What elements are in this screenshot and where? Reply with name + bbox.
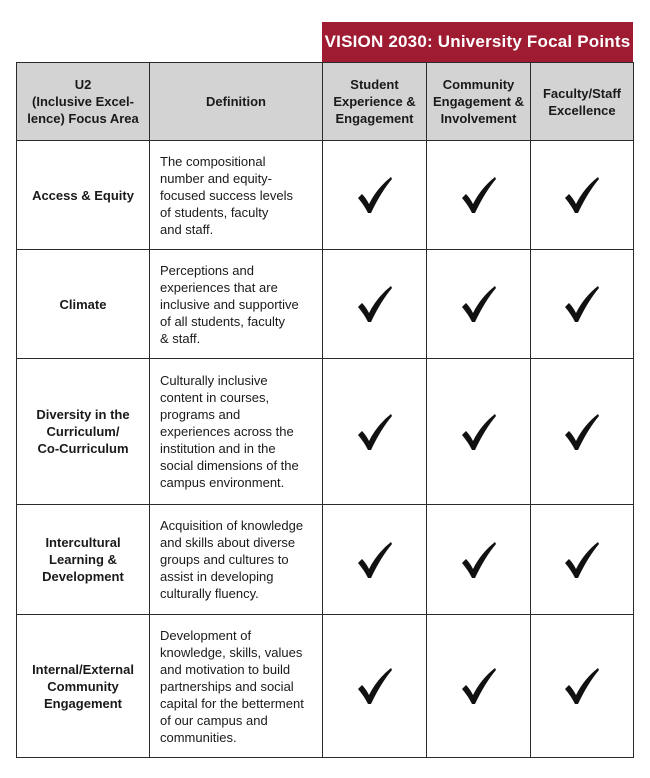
checkmark-icon	[461, 176, 497, 214]
definition-cell: Perceptions and experiences that are inclusive and supportive of all students, faculty & staff.	[150, 250, 323, 359]
checkmark-icon	[461, 667, 497, 705]
table-row	[17, 615, 634, 758]
faculty-check-cell	[531, 250, 634, 359]
student-check-cell	[323, 505, 427, 615]
faculty-check-cell	[531, 359, 634, 505]
focus-area-cell: Internal/External Community Engagement	[17, 615, 150, 758]
checkmark-icon	[564, 667, 600, 705]
definition-cell: Culturally inclusive content in courses, programs and experiences across the institution and in the social dimensions of the campus environment.	[150, 359, 323, 505]
focus-area-cell: Intercultural Learning & Development	[17, 505, 150, 615]
checkmark-icon	[357, 541, 393, 579]
table-row	[17, 359, 634, 505]
header-community-engagement: Community Engagement & Involvement	[427, 63, 531, 141]
checkmark-icon	[357, 413, 393, 451]
definition-cell: Development of knowledge, skills, values and motivation to build partnerships and social capital for the betterment of our campus and communities.	[150, 615, 323, 758]
checkmark-icon	[461, 413, 497, 451]
header-focus-area: U2 (Inclusive Excel- lence) Focus Area	[17, 63, 150, 141]
checkmark-icon	[461, 541, 497, 579]
header-row	[17, 63, 634, 141]
table-row	[17, 505, 634, 615]
community-check-cell	[427, 505, 531, 615]
header-student-experience: Student Experience & Engagement	[323, 63, 427, 141]
checkmark-icon	[357, 176, 393, 214]
table-row	[17, 250, 634, 359]
community-check-cell	[427, 359, 531, 505]
faculty-check-cell	[531, 505, 634, 615]
checkmark-icon	[357, 285, 393, 323]
header-definition: Definition	[150, 63, 323, 141]
focus-area-cell: Diversity in the Curriculum/ Co-Curriculum	[17, 359, 150, 505]
faculty-check-cell	[531, 141, 634, 250]
student-check-cell	[323, 250, 427, 359]
checkmark-icon	[564, 176, 600, 214]
focus-area-cell: Access & Equity	[17, 141, 150, 250]
vision-2030-banner: VISION 2030: University Focal Points	[322, 22, 633, 62]
faculty-check-cell	[531, 615, 634, 758]
header-faculty-staff-excellence: Faculty/Staff Excellence	[531, 63, 634, 141]
community-check-cell	[427, 250, 531, 359]
student-check-cell	[323, 615, 427, 758]
checkmark-icon	[564, 413, 600, 451]
definition-cell: Acquisition of knowledge and skills about diverse groups and cultures to assist in developing culturally fluency.	[150, 505, 323, 615]
focal-points-table	[16, 62, 634, 758]
focus-area-cell: Climate	[17, 250, 150, 359]
definition-cell: The compositional number and equity- focused success levels of students, faculty and staff.	[150, 141, 323, 250]
community-check-cell	[427, 141, 531, 250]
checkmark-icon	[564, 285, 600, 323]
checkmark-icon	[564, 541, 600, 579]
checkmark-icon	[461, 285, 497, 323]
student-check-cell	[323, 359, 427, 505]
table-row	[17, 141, 634, 250]
checkmark-icon	[357, 667, 393, 705]
student-check-cell	[323, 141, 427, 250]
community-check-cell	[427, 615, 531, 758]
